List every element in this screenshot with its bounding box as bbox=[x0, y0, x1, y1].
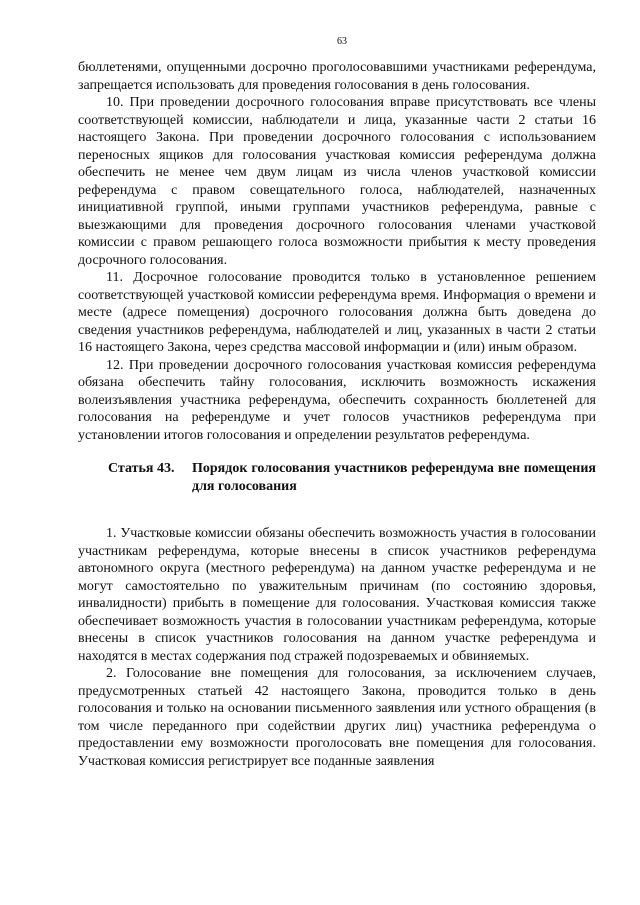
article-heading bbox=[78, 460, 596, 495]
text-block-before bbox=[78, 59, 596, 444]
paragraph-11: 11. Досрочное голосование проводится только в установленное решением соответствующей участковой комиссии референдума время. Информация о времени и месте (адресе помещения) досрочного голосования должна быть доведена до сведения участников референдума, наблюдателей и лиц, указанных в части 2 статьи 16 настоящего Закона, через средства массовой информации и (или) иным образом. bbox=[78, 270, 596, 355]
text-block-after bbox=[78, 525, 596, 770]
paragraph-continuation: бюллетенями, опущенными досрочно проголосовавшими участниками референдума, запрещается использовать для проведения голосования в день голосования. bbox=[78, 60, 596, 93]
paragraph-12: 12. При проведении досрочного голосования участковая комиссия референдума обязана обеспечить тайну голосования, исключить возможность искажения волеизъявления участника референдума, обеспечить сохранность бюллетеней для голосования на референдуме и учет голосов участников референдума при установлении итогов голосования и определении результатов референдума. bbox=[78, 357, 596, 443]
paragraph-2: 2. Голосование вне помещения для голосования, за исключением случаев, предусмотренных статьей 42 настоящего Закона, проводится только в день голосования и только на основании письменного заявления или устного обращения (в том числе переданного при содействии других лиц) участника референдума о предоставлении ему возможности проголосовать вне помещения для голосования. Участковая комиссия регистрирует все поданные заявления bbox=[78, 666, 596, 769]
paragraph-1: 1. Участковые комиссии обязаны обеспечить возможность участия в голосовании участникам референдума, которые внесены в список участников референдума автономного округа (местного референдума) на данном участке референдума и не могут самостоятельно по уважительным причинам (по состоянию здоровья, инвалидности) прибыть в помещение для голосования. Участковая комиссия также обеспечивает возможность участия в голосовании участникам референдума, которые внесены в список участников голосования на данном участке референдума и находятся в местах содержания под стражей подозреваемых и обвиняемых. bbox=[78, 526, 596, 664]
article-number: Статья 43. bbox=[108, 461, 175, 476]
paragraph-10: 10. При проведении досрочного голосования вправе присутствовать все члены соответствующей комиссии, наблюдатели и лица, указанные части 2 статьи 16 настоящего Закона. При проведении досрочного голосования с использованием переносных ящиков для голосования участковая комиссия референдума должна обеспечить не менее чем двум лицам из числа членов участковой комиссии референдума с правом совещательного голоса, наблюдателей, назначенных инициативной группой, иными группами участников референдума, равные с выезжающими для проведения досрочного голосования членами участковой комиссии с правом решающего голоса возможности прибытия к месту проведения досрочного голосования. bbox=[78, 95, 596, 268]
article-title: Порядок голосования участников референдума вне помещения для голосования bbox=[192, 461, 596, 494]
page-number: 63 bbox=[337, 36, 347, 47]
